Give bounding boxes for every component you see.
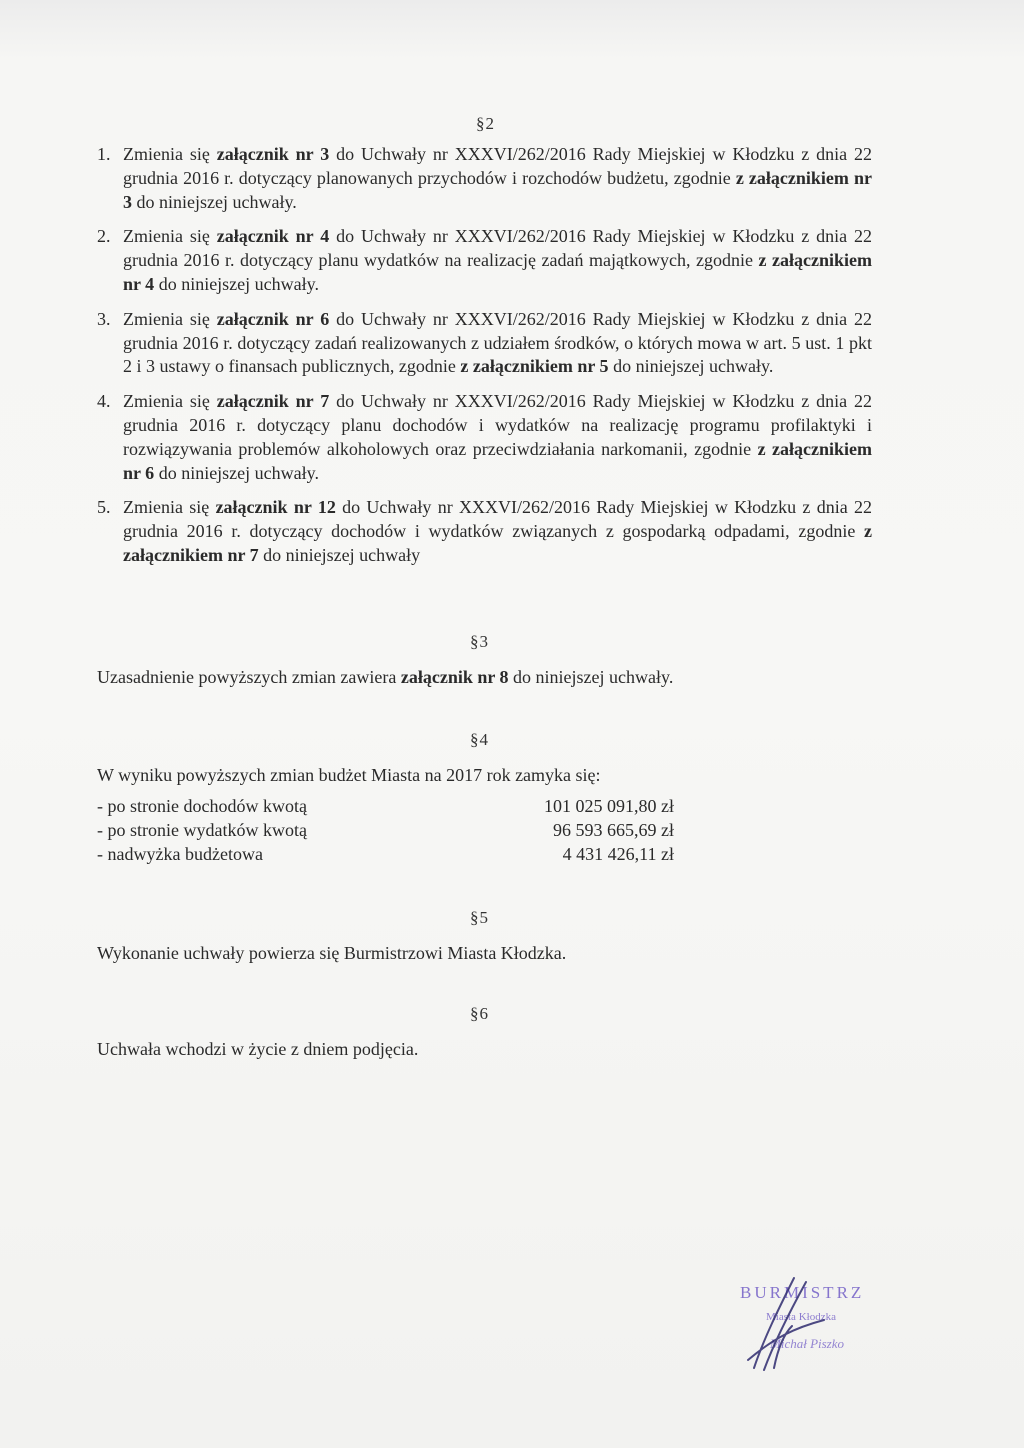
list-item: 4. Zmienia się załącznik nr 7 do Uchwały nr XXXVI/262/2016 Rady Miejskiej w Kłodzku z dnia 22 grudnia 2016 r. dotyczący planu dochodów i wydatków na realizację programu profilaktyki i rozwiązywania problemów alkoholowych oraz przeciwdziałania narkomanii, zgodnie z załącznikiem nr 6 do niniejszej uchwały.	[97, 391, 872, 483]
totals-row	[97, 794, 674, 818]
totals-row	[97, 818, 674, 842]
justification-paragraph: Uzasadnienie powyższych zmian zawiera załącznik nr 8 do niniejszej uchwały.	[97, 667, 674, 687]
item-number: 4.	[97, 391, 111, 412]
item-number: 3.	[97, 308, 111, 329]
list-item: 5. Zmienia się załącznik nr 12 do Uchwały nr XXXVI/262/2016 Rady Miejskiej w Kłodzku z dnia 22 grudnia 2016 r. dotyczący dochodów i wydatków związanych z gospodarką odpadami, zgodnie z załącznikiem nr 7 do niniejszej uchwały	[97, 497, 872, 565]
item-number: 2.	[97, 226, 111, 247]
stamp-name: Michał Piszko	[770, 1336, 845, 1351]
totals-label: - nadwyżka budżetowa	[97, 844, 263, 864]
section-6-heading: §6	[470, 1004, 489, 1023]
totals-amount: 96 593 665,69 zł	[553, 820, 674, 840]
budget-totals	[97, 794, 674, 866]
item-number: 5.	[97, 497, 111, 518]
section-5-heading: §5	[470, 908, 489, 927]
stamp-city: Miasta Kłodzka	[766, 1311, 836, 1323]
effective-date-paragraph: Uchwała wchodzi w życie z dniem podjęcia.	[97, 1039, 419, 1059]
amendment-list	[97, 143, 872, 579]
stamp-title: BURMISTRZ	[740, 1283, 865, 1302]
list-item: 2. Zmienia się załącznik nr 4 do Uchwały nr XXXVI/262/2016 Rady Miejskiej w Kłodzku z dnia 22 grudnia 2016 r. dotyczący planu wydatków na realizację zadań majątkowych, zgodnie z załącznikiem nr 4 do niniejszej uchwały.	[97, 226, 873, 294]
section-3-heading: §3	[470, 632, 489, 651]
totals-amount: 4 431 426,11 zł	[562, 844, 674, 864]
section-2-heading: §2	[476, 114, 495, 133]
totals-label: - po stronie wydatków kwotą	[97, 820, 307, 840]
totals-amount: 101 025 091,80 zł	[544, 796, 674, 816]
budget-intro: W wyniku powyższych zmian budżet Miasta na 2017 rok zamyka się:	[97, 765, 601, 785]
list-item: 1. Zmienia się załącznik nr 3 do Uchwały nr XXXVI/262/2016 Rady Miejskiej w Kłodzku z dnia 22 grudnia 2016 r. dotyczący planowanych przychodów i rozchodów budżetu, zgodnie z załącznikiem nr 3 do niniejszej uchwały.	[97, 144, 872, 212]
section-4-heading: §4	[470, 730, 489, 749]
list-item: 3. Zmienia się załącznik nr 6 do Uchwały nr XXXVI/262/2016 Rady Miejskiej w Kłodzku z dnia 22 grudnia 2016 r. dotyczący zadań realizowanych z udziałem środków, o których mowa w art. 5 ust. 1 pkt 2 i 3 ustawy o finansach publicznych, zgodnie z załącznikiem nr 5 do niniejszej uchwały.	[97, 308, 872, 377]
totals-label: - po stronie dochodów kwotą	[97, 796, 307, 816]
mayor-stamp-signature	[734, 1268, 904, 1378]
totals-row	[97, 842, 674, 866]
execution-paragraph: Wykonanie uchwały powierza się Burmistrzowi Miasta Kłodzka.	[97, 943, 567, 963]
item-number: 1.	[97, 144, 111, 164]
